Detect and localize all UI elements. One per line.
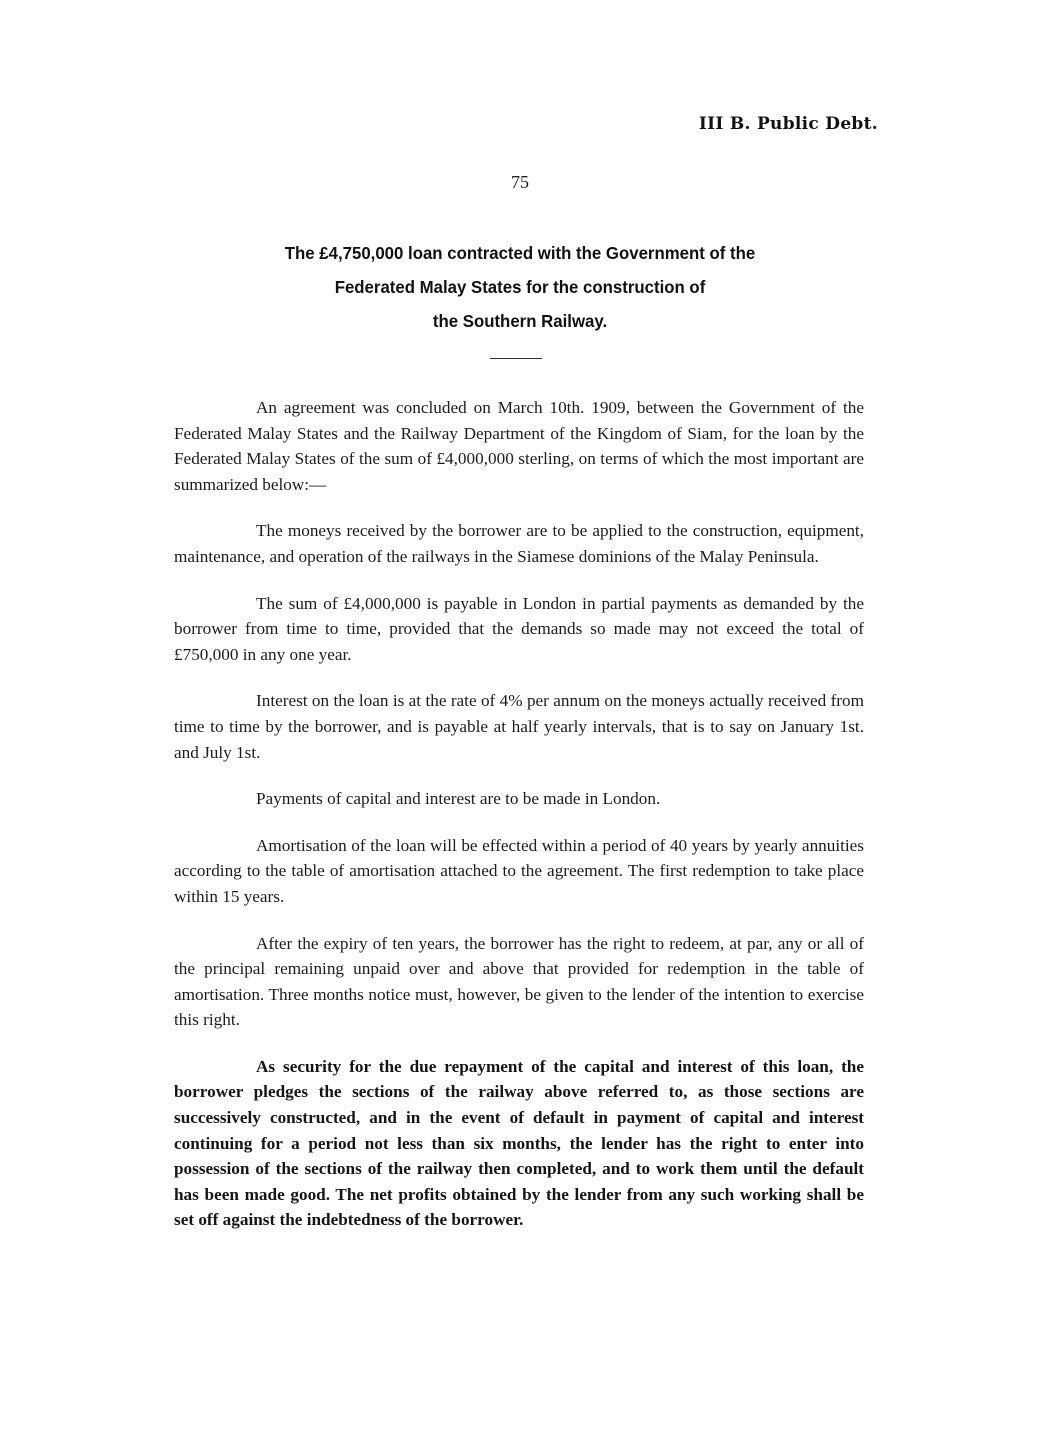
running-head: III B. Public Debt. bbox=[698, 114, 878, 134]
document-title bbox=[21, 236, 1019, 338]
paragraph-payments: The sum of £4,000,000 is payable in London in partial payments as demanded by the borrower from time to time, provided that the demands so made may not exceed the total of £750,000 in any one year. bbox=[174, 593, 864, 664]
title-line: the Southern Railway. bbox=[432, 311, 608, 331]
paragraph-london: Payments of capital and interest are to be made in London. bbox=[256, 789, 661, 809]
paragraph-agreement: An agreement was concluded on March 10th. 1909, between the Government of the Federated Malay States and the Railway Department of the Kingdom of Siam, for the loan by the Federated Malay States of the sum of £4,000,000 sterling, on terms of which the most important are summarized below:— bbox=[174, 398, 864, 494]
paragraph-redemption: After the expiry of ten years, the borrower has the right to redeem, at par, any or all of the principal remaining unpaid over and above that provided for redemption in the table of amortisation. Three months notice must, however, be given to the lender of the intention to exercise this right. bbox=[174, 933, 864, 1030]
title-divider bbox=[490, 358, 542, 359]
paragraph-security: As security for the due repayment of the capital and interest of this loan, the borrower pledges the sections of the railway above referred to, as those sections are successively constructed, and in the event of default in payment of capital and interest continuing for a period not less than six months, the lender has the right to enter into possession of the sections of the railway then completed, and to work them until the default has been made good. The net profits obtained by the lender from any such working shall be set off against the indebtedness of the borrower. bbox=[174, 1056, 864, 1230]
body-text bbox=[174, 395, 864, 1254]
paragraph-interest: Interest on the loan is at the rate of 4% per annum on the moneys actually received from time to time by the borrower, and is payable at half yearly intervals, that is to say on January 1st. and July 1st. bbox=[174, 691, 864, 762]
title-line: Federated Malay States for the construction of bbox=[334, 277, 706, 297]
title-line: The £4,750,000 loan contracted with the Government of the bbox=[284, 243, 756, 263]
page-number: 75 bbox=[511, 172, 529, 192]
paragraph-amortisation: Amortisation of the loan will be effected within a period of 40 years by yearly annuities according to the table of amortisation attached to the agreement. The first redemption to take place within 15 years. bbox=[174, 835, 864, 906]
paragraph-purpose: The moneys received by the borrower are to be applied to the construction, equipment, maintenance, and operation of the railways in the Siamese dominions of the Malay Peninsula. bbox=[174, 521, 864, 566]
